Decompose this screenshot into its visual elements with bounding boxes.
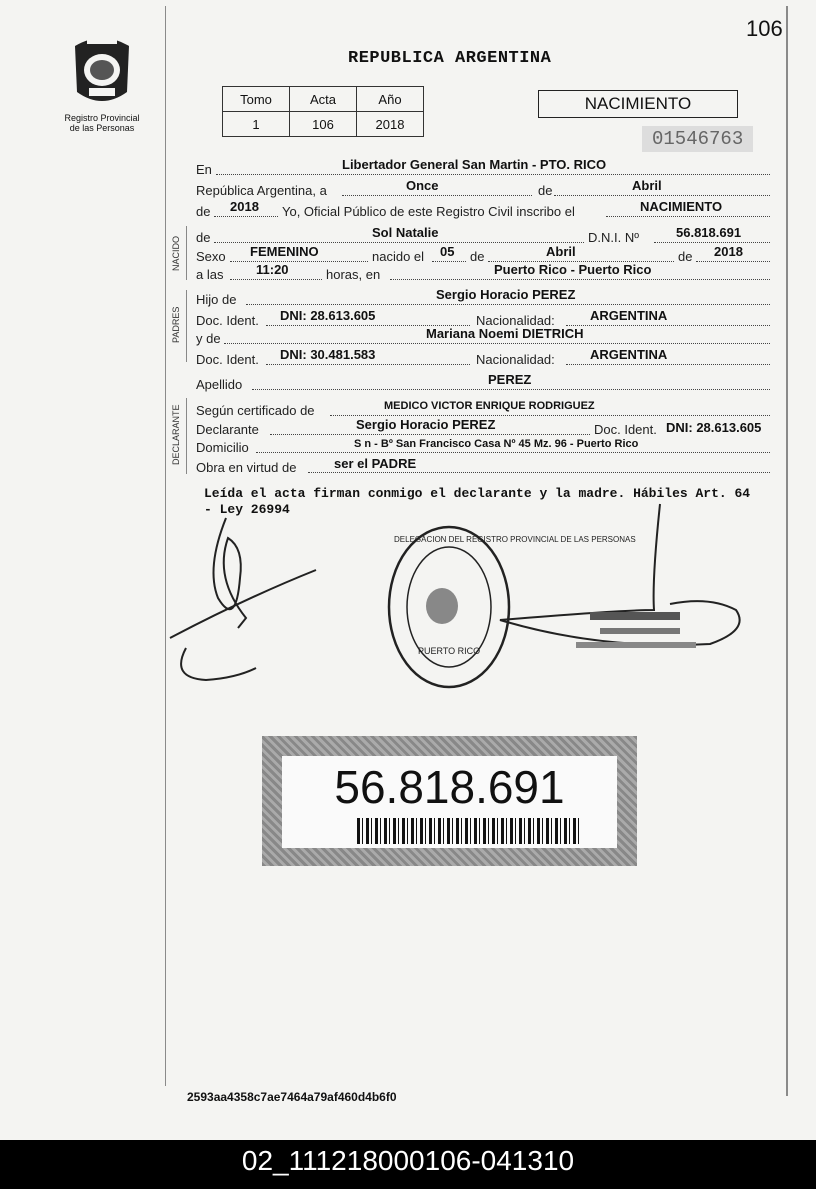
obra-value: ser el PADRE <box>334 456 417 471</box>
stamp-center-text: PUERTO RICO <box>418 646 481 656</box>
declarante-dni: DNI: 28.613.605 <box>666 420 762 435</box>
doc-type-box: NACIMIENTO <box>538 90 738 118</box>
page-number: 106 <box>746 16 783 41</box>
birth-place: Puerto Rico - Puerto Rico <box>494 262 652 277</box>
nacionalidad-label: Nacionalidad: <box>476 313 555 328</box>
stamp-ring-text: DELEGACION DEL REGISTRO PROVINCIAL DE LAS PERSONAS <box>394 535 636 544</box>
dotted-line <box>654 242 770 243</box>
horas-label: horas, en <box>326 267 381 282</box>
born-month: Abril <box>546 244 576 259</box>
dotted-line <box>230 279 322 280</box>
sexo-label: Sexo <box>196 249 226 264</box>
dotted-line <box>270 434 590 435</box>
nacido-label: nacido el <box>372 249 425 264</box>
row-domicilio <box>196 438 770 458</box>
country-title: REPUBLICA ARGENTINA <box>348 49 552 68</box>
decl-doc-label: Doc. Ident. <box>594 422 657 437</box>
year-value: 2018 <box>230 199 259 214</box>
row-apellido <box>196 372 770 395</box>
dotted-line <box>230 261 368 262</box>
mother-dni: DNI: 30.481.583 <box>280 347 376 362</box>
side-bracket <box>186 290 187 362</box>
year-prefix: de <box>196 204 211 219</box>
dni-label: D.N.I. Nº <box>588 230 639 245</box>
barcode-inner <box>282 756 617 848</box>
dotted-line <box>246 304 770 305</box>
side-label-declarante: DECLARANTE <box>171 404 181 466</box>
declarante-name: Sergio Horacio PEREZ <box>356 417 496 432</box>
footer-id-bar: 02_111218000106-041310 <box>0 1140 816 1189</box>
side-bracket <box>186 226 187 280</box>
dotted-line <box>214 216 278 217</box>
sexo-value: FEMENINO <box>250 244 319 259</box>
dotted-line <box>256 452 770 453</box>
dotted-line <box>224 343 770 344</box>
tomo-header: Tomo <box>223 87 290 112</box>
name-prefix: de <box>196 230 211 245</box>
born-year: 2018 <box>714 244 743 259</box>
barcode-number: 56.818.691 <box>334 761 565 813</box>
barcode-bars-icon <box>357 818 582 844</box>
dotted-line <box>308 472 770 473</box>
born-de-label: de <box>470 249 485 264</box>
born-de-label-2: de <box>678 249 693 264</box>
born-day: 05 <box>440 244 455 259</box>
tomo-value: 1 <box>223 112 290 137</box>
side-bracket <box>186 398 187 474</box>
nacionalidad-label: Nacionalidad: <box>476 352 555 367</box>
row-en <box>196 157 770 180</box>
republica-label: República Argentina, a <box>196 183 327 198</box>
cert-value: MEDICO VICTOR ENRIQUE RODRIGUEZ <box>384 400 595 412</box>
obra-label: Obra en virtud de <box>196 460 297 475</box>
father-nationality: ARGENTINA <box>590 308 668 323</box>
row-republica <box>196 178 770 201</box>
row-time <box>196 262 770 285</box>
republica-day: Once <box>406 178 439 193</box>
dotted-line <box>330 415 770 416</box>
child-name: Sol Natalie <box>372 225 439 240</box>
father-dni: DNI: 28.613.605 <box>280 308 376 323</box>
en-value: Libertador General San Martin - PTO. RICO <box>342 157 607 172</box>
child-dni: 56.818.691 <box>676 225 742 240</box>
row-mother <box>196 326 770 349</box>
dotted-line <box>566 364 770 365</box>
serial-number: 01546763 <box>642 126 753 152</box>
mother-name: Mariana Noemi DIETRICH <box>426 326 584 341</box>
inscribe-value: NACIMIENTO <box>640 199 723 214</box>
alas-label: a las <box>196 267 224 282</box>
document-hash: 2593aa4358c7ae7464a79af460d4b6f0 <box>187 1090 397 1104</box>
declarant-signature-icon <box>166 508 326 692</box>
closing-text: Leída el acta firman conmigo el declarante y la madre. Hábiles Art. 64 - Ley 26994 <box>204 486 751 517</box>
dotted-line <box>696 261 770 262</box>
dotted-line <box>432 261 466 262</box>
doc-label: Doc. Ident. <box>196 352 259 367</box>
row-hijo <box>196 287 770 310</box>
official-stamp-icon <box>384 522 636 692</box>
dotted-line <box>252 389 770 390</box>
dotted-line <box>214 242 584 243</box>
hijo-label: Hijo de <box>196 292 237 307</box>
domicilio-label: Domicilio <box>196 440 249 455</box>
side-label-nacido: NACIDO <box>171 235 181 271</box>
logo-line-1: Registro Provincial <box>64 113 140 123</box>
father-name: Sergio Horacio PEREZ <box>436 287 576 302</box>
logo-line-2: de las Personas <box>69 123 135 133</box>
apellido-label: Apellido <box>196 377 243 392</box>
row-inscribe <box>196 199 770 222</box>
declarante-label: Declarante <box>196 422 259 437</box>
en-label: En <box>196 162 212 177</box>
anio-header: Año <box>357 87 424 112</box>
republica-month: Abril <box>632 178 662 193</box>
acta-header: Acta <box>290 87 357 112</box>
row-mother-doc <box>196 347 770 370</box>
birth-time: 11:20 <box>256 262 289 277</box>
row-declarante <box>196 417 770 440</box>
dotted-line <box>266 364 470 365</box>
domicilio-value: S n - Bº San Francisco Casa Nº 45 Mz. 96 - Puerto Rico <box>354 438 639 450</box>
row-obra <box>196 458 770 478</box>
dotted-line <box>390 279 770 280</box>
side-label-padres: PADRES <box>171 306 181 344</box>
dotted-line <box>566 325 770 326</box>
registro-logo <box>62 32 142 133</box>
dotted-line <box>554 195 770 196</box>
yde-label: y de <box>196 331 221 346</box>
dotted-line <box>606 216 770 217</box>
dotted-line <box>342 195 532 196</box>
right-margin-line <box>786 6 788 1096</box>
official-signature-icon <box>560 500 760 670</box>
dotted-line <box>216 174 770 175</box>
acta-value: 106 <box>290 112 357 137</box>
province-seal-icon <box>67 32 137 108</box>
tomo-table <box>222 86 424 137</box>
barcode-label <box>262 736 637 866</box>
cert-label: Según certificado de <box>196 403 315 418</box>
mother-nationality: ARGENTINA <box>590 347 668 362</box>
doc-label: Doc. Ident. <box>196 313 259 328</box>
inscribe-text: Yo, Oficial Público de este Registro Civil inscribo el <box>282 204 575 219</box>
de-label: de <box>538 183 553 198</box>
apellido-value: PEREZ <box>488 372 532 387</box>
anio-value: 2018 <box>357 112 424 137</box>
